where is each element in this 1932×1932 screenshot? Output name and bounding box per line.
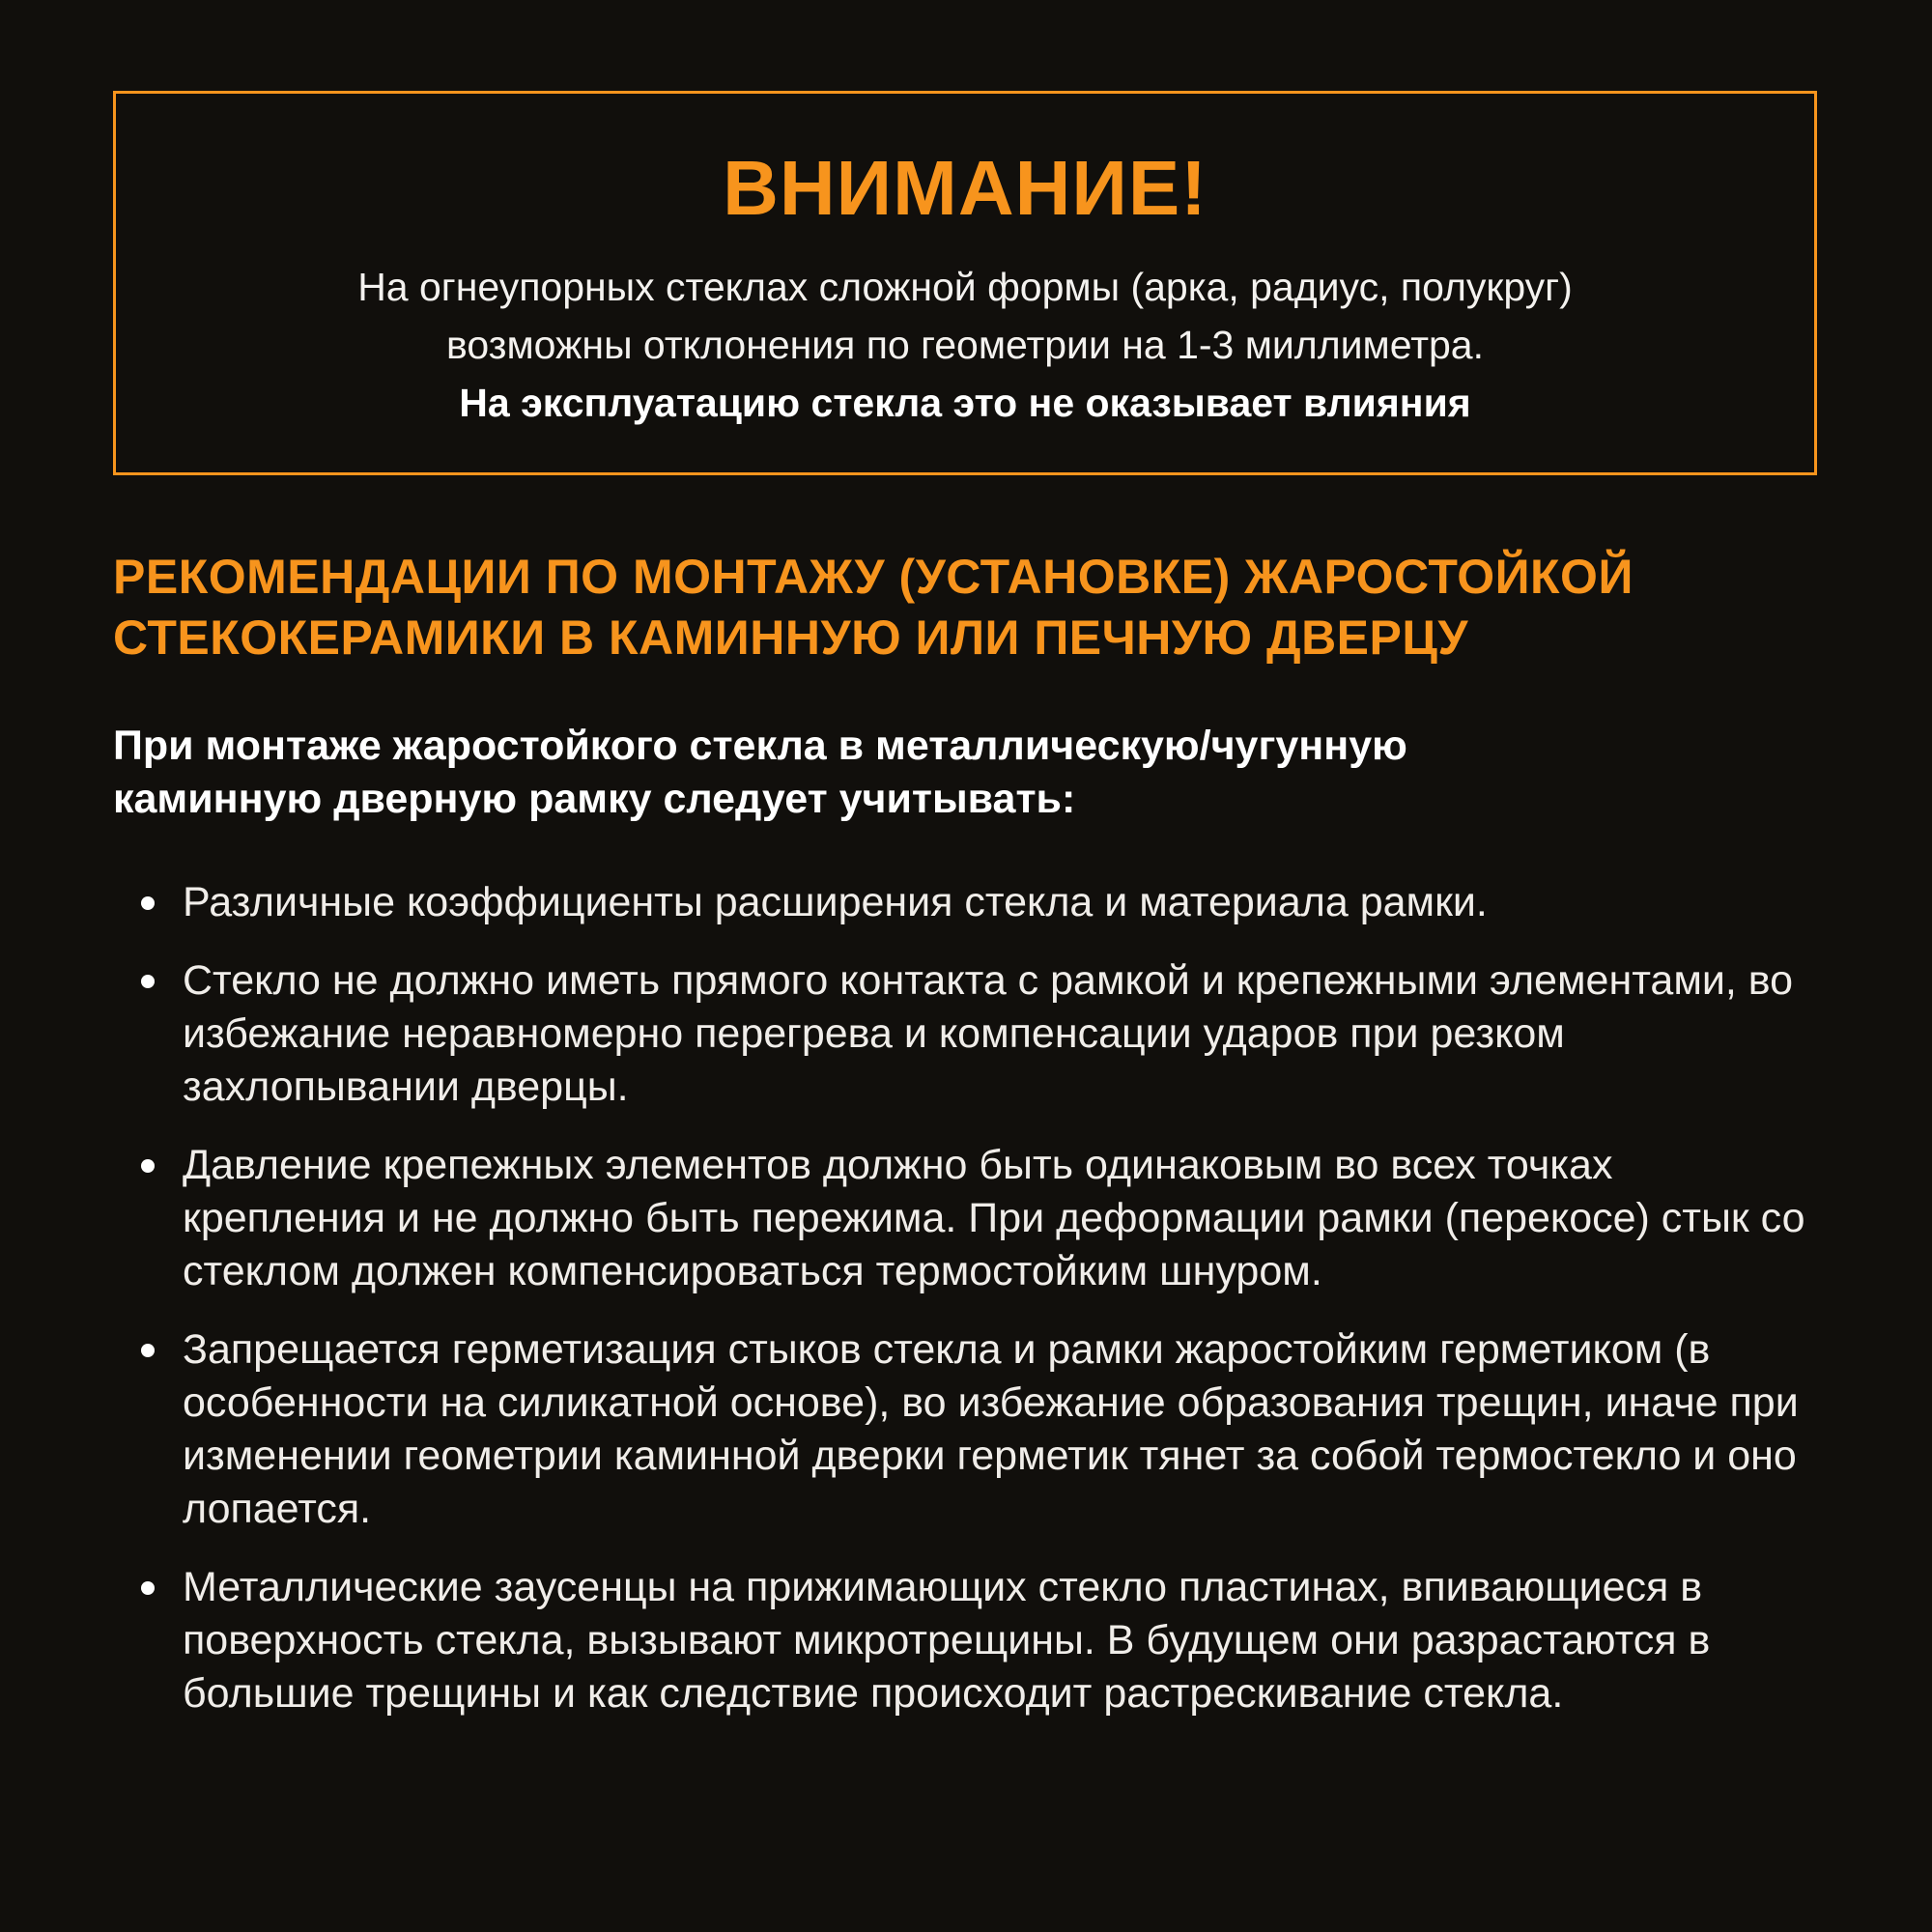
warning-title: ВНИМАНИЕ! [723, 145, 1208, 231]
list-item-text: Стекло не должно иметь прямого контакта с рамкой и крепежными элементами, во избежание неравномерно перегрева и компенсации ударов при резком захлопывании дверцы. [183, 957, 1794, 1110]
section-heading-line-1: РЕКОМЕНДАЦИИ ПО МОНТАЖУ (УСТАНОВКЕ) ЖАРОСТОЙКОЙ [113, 550, 1634, 604]
list-item [135, 1139, 1810, 1298]
warning-line-1: На огнеупорных стеклах сложной формы (арка, радиус, полукруг) [357, 265, 1573, 309]
list-item-text: Металлические заусенцы на прижимающих стекло пластинах, впивающиеся в поверхность стекла, вызывают микротрещины. В будущем они разрастаются в большие трещины и как следствие происходит растрескивание стекла. [183, 1564, 1711, 1717]
list-item [135, 876, 1825, 929]
warning-line-2: возможны отклонения по геометрии на 1-3 миллиметра. [446, 323, 1484, 367]
bullet-icon [141, 975, 155, 988]
list-item [135, 1323, 1825, 1536]
intro-line-1: При монтаже жаростойкого стекла в металлическую/чугунную [113, 723, 1407, 769]
list-item [135, 954, 1825, 1114]
list-item-text: Запрещается герметизация стыков стекла и рамки жаростойким герметиком (в особенности на силикатной основе), во избежание образования трещин, иначе при изменении геометрии каминной дверки герметик тянет за собой термостекло и оно лопается. [183, 1326, 1799, 1532]
section-heading [113, 547, 1852, 668]
warning-box [113, 91, 1817, 475]
bullet-icon [141, 896, 155, 910]
list-item-text: Давление крепежных элементов должно быть одинаковым во всех точках крепления и не должно быть пережима. При деформации рамки (перекосе) стык со стеклом должен компенсироваться термостойким шнуром. [183, 1142, 1805, 1294]
warning-text [116, 258, 1814, 374]
section-heading-line-2: СТЕКОКЕРАМИКИ В КАМИННУЮ ИЛИ ПЕЧНУЮ ДВЕРЦУ [113, 611, 1469, 665]
intro-text [113, 720, 1852, 826]
recommendations-list [135, 876, 1835, 1746]
bullet-icon [141, 1581, 155, 1595]
intro-line-2: каминную дверную рамку следует учитывать: [113, 776, 1076, 822]
list-item-text: Различные коэффициенты расширения стекла и материала рамки. [183, 879, 1488, 925]
warning-emphasis: На эксплуатацию стекла это не оказывает влияния [459, 381, 1471, 425]
bullet-icon [141, 1344, 155, 1357]
bullet-icon [141, 1159, 155, 1173]
list-item [135, 1561, 1767, 1720]
